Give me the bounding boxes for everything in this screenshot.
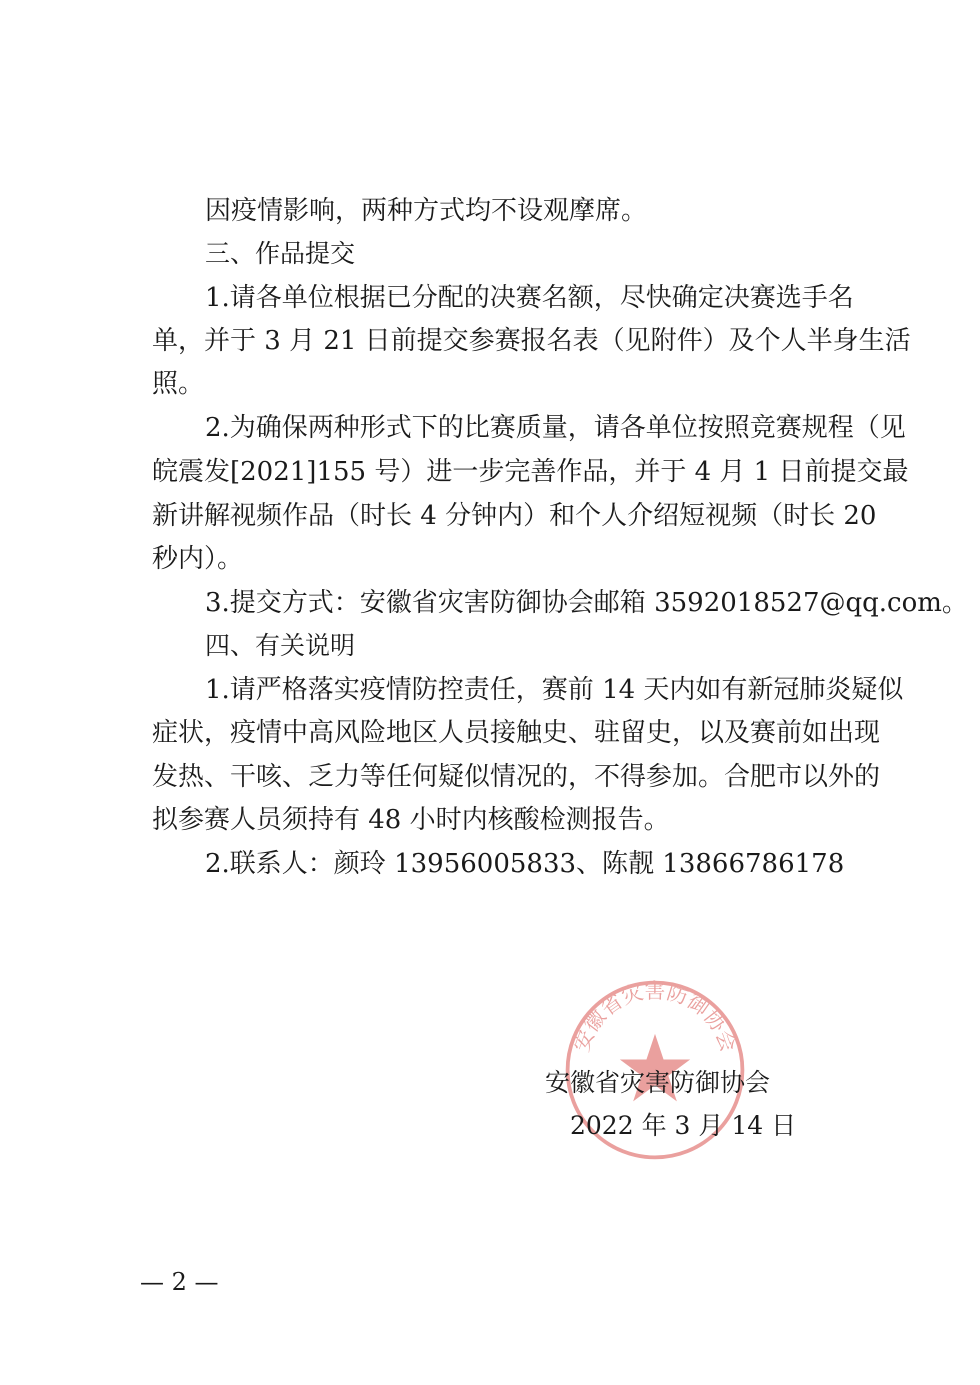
paragraph-line: 症状，疫情中高风险地区人员接触史、驻留史，以及赛前如出现 xyxy=(152,718,881,748)
paragraph-line: 拟参赛人员须持有 48 小时内核酸检测报告。 xyxy=(152,805,670,835)
signing-date: 2022 年 3 月 14 日 xyxy=(570,1111,797,1140)
section-heading-4: 四、有关说明 xyxy=(205,631,356,660)
paragraph-line: 因疫情影响，两种方式均不设观摩席。 xyxy=(205,196,648,226)
paragraph-line: 2.为确保两种形式下的比赛质量，请各单位按照竞赛规程（见 xyxy=(205,413,906,443)
paragraph-line: 照。 xyxy=(152,369,205,399)
paragraph-line: 新讲解视频作品（时长 4 分钟内）和个人介绍短视频（时长 20 xyxy=(152,501,877,531)
paragraph-line: 1.请严格落实疫情防控责任，赛前 14 天内如有新冠肺炎疑似 xyxy=(205,675,904,705)
signing-organization: 安徽省灾害防御协会 xyxy=(545,1068,771,1097)
paragraph-line: 单，并于 3 月 21 日前提交参赛报名表（见附件）及个人半身生活 xyxy=(152,326,911,356)
page-number: — 2 — xyxy=(140,1268,219,1296)
paragraph-line: 皖震发[2021]155 号）进一步完善作品，并于 4 月 1 日前提交最 xyxy=(152,457,909,487)
paragraph-line: 1.请各单位根据已分配的决赛名额，尽快确定决赛选手名 xyxy=(205,283,854,313)
paragraph-line: 3.提交方式：安徽省灾害防御协会邮箱 3592018527@qq.com。 xyxy=(205,588,968,618)
contact-line: 2.联系人：颜玲 13956005833、陈靓 13866786178 xyxy=(205,849,845,879)
svg-text:安徽省灾害防御协会: 安徽省灾害防御协会 xyxy=(569,979,741,1055)
paragraph-line: 秒内）。 xyxy=(152,544,244,574)
section-heading-3: 三、作品提交 xyxy=(205,239,356,268)
paragraph-line: 发热、干咳、乏力等任何疑似情况的，不得参加。合肥市以外的 xyxy=(152,762,881,792)
